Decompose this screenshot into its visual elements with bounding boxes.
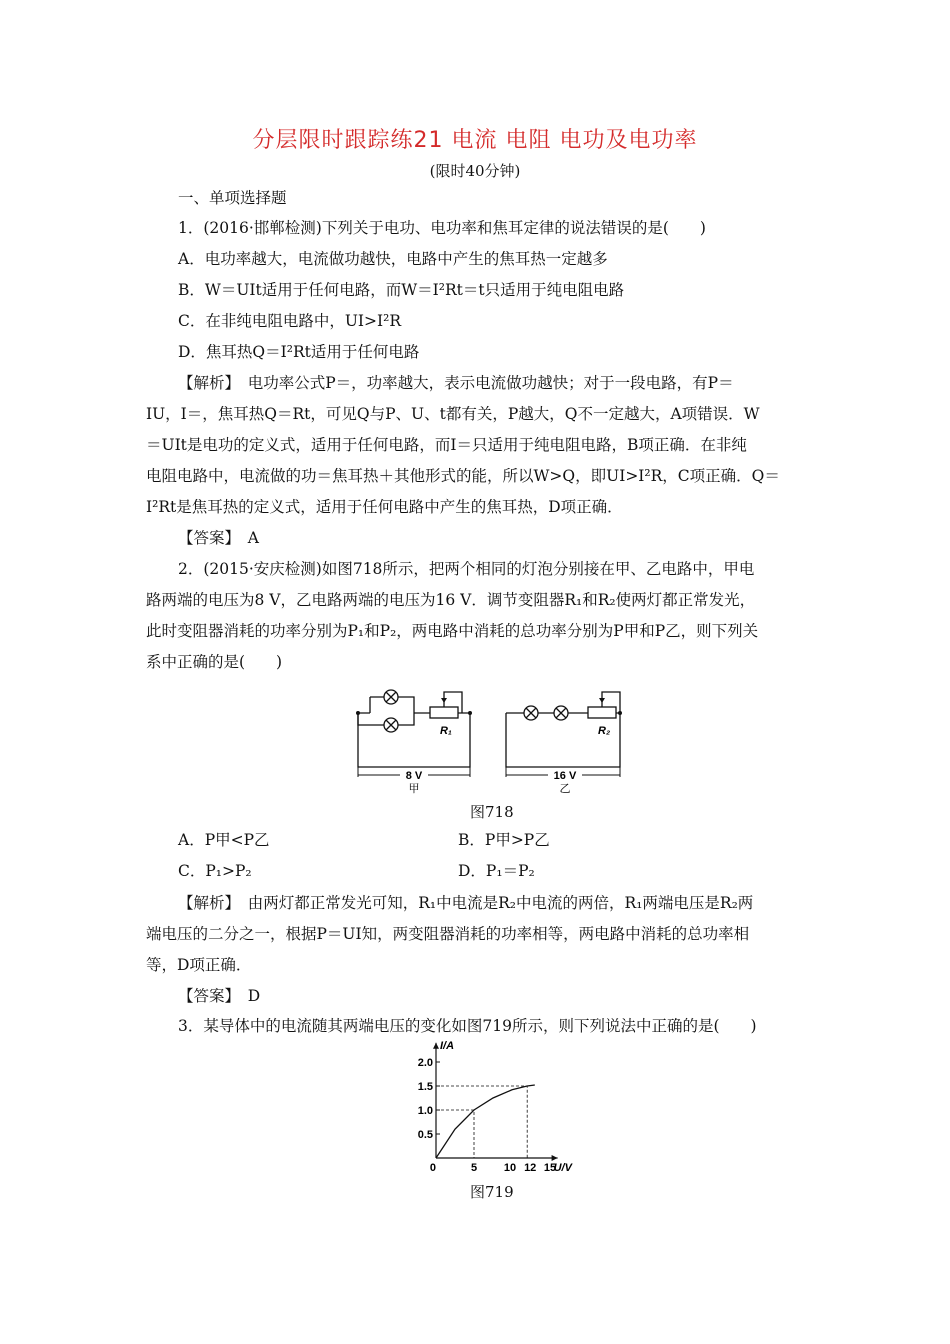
q3-stem: 3．某导体中的电流随其两端电压的变化如图719所示，则下列说法中正确的是( ) (178, 1017, 757, 1035)
section-heading: 一、单项选择题 (178, 189, 287, 207)
q2-analysis-line: 等，D项正确． (146, 956, 252, 974)
q2-analysis-line: 【解析】 由两灯都正常发光可知，R₁中电流是R₂中电流的两倍，R₁两端电压是R₂两 (178, 894, 754, 912)
q1-analysis-line: I²Rt是焦耳热的定义式，适用于任何电路中产生的焦耳热，D项正确． (146, 498, 623, 516)
slider-arrow-icon (599, 698, 605, 703)
q2-stem-line: 2．(2015·安庆检测)如图718所示，把两个相同的灯泡分别接在甲、乙电路中，甲电 (178, 560, 755, 578)
q1-stem: 1．(2016·邯郸检测)下列关于电功、电功率和焦耳定律的说法错误的是( ) (178, 219, 706, 237)
q2-option-a: A．P甲<P乙 (178, 831, 270, 849)
dashed-guide (436, 1086, 527, 1158)
dashed-guide (436, 1110, 474, 1158)
x-tick-label: 0 (429, 1162, 436, 1174)
y-axis-arrow-icon (433, 1043, 439, 1049)
circuit-figure (340, 680, 640, 795)
circuit-name-yi: 乙 (559, 783, 571, 795)
iu-chart (405, 1030, 585, 1175)
q2-stem-line: 系中正确的是( ) (146, 653, 283, 671)
lamp-icon (384, 718, 398, 732)
q1-option-b: B．W＝UIt适用于任何电路，而W＝I²Rt＝t只适用于纯电阻电路 (178, 281, 625, 299)
series-line (436, 1085, 535, 1158)
q1-analysis-line: IU，I＝，焦耳热Q＝Rt，可见Q与P、U、t都有关，P越大，Q不一定越大，A项错误．W (146, 405, 760, 423)
q2-stem-line: 此时变阻器消耗的功率分别为P₁和P₂，两电路中消耗的总功率分别为P甲和P乙，则下列关 (146, 622, 759, 640)
x-tick-label: 12 (524, 1162, 537, 1174)
time-limit: (限时40分钟) (429, 162, 521, 180)
y-tick-label: 2.0 (417, 1057, 433, 1069)
q2-option-b: B．P甲>P乙 (458, 831, 550, 849)
q2-answer: 【答案】 D (178, 987, 261, 1005)
x-tick-label: 15 (543, 1162, 557, 1174)
v1-label: 8 V (405, 770, 423, 782)
x-tick-label: 10 (503, 1162, 517, 1174)
q1-analysis-line: ＝UIt是电功的定义式，适用于任何电路，而I＝只适用于纯电阻电路，B项正确．在非纯 (146, 436, 747, 454)
q1-option-a: A．电功率越大，电流做功越快，电路中产生的焦耳热一定越多 (178, 250, 608, 268)
q2-analysis-line: 端电压的二分之一，根据P＝UI知，两变阻器消耗的功率相等，两电路中消耗的总功率相 (146, 925, 750, 943)
y-tick-label: 0.5 (417, 1129, 433, 1141)
x-tick-label: 5 (470, 1162, 478, 1174)
lamp-icon (554, 706, 568, 720)
q1-analysis-line: 【解析】 电功率公式P＝，功率越大，表示电流做功越快；对于一段电路，有P＝ (178, 374, 734, 392)
q1-option-c: C．在非纯电阻电路中，UI>I²R (178, 312, 402, 330)
circuit-name-jia: 甲 (408, 783, 420, 795)
q2-option-d: D．P₁＝P₂ (458, 862, 535, 880)
y-tick-label: 1.5 (417, 1081, 433, 1093)
x-axis-label: U/V (553, 1162, 572, 1174)
v2-label: 16 V (553, 770, 577, 782)
q1-answer: 【答案】 A (178, 529, 259, 547)
lamp-icon (384, 690, 398, 704)
page-title: 分层限时跟踪练21 电流 电阻 电功及电功率 (252, 128, 698, 153)
q1-option-d: D．焦耳热Q＝I²Rt适用于任何电路 (178, 343, 420, 361)
lamp-icon (524, 706, 538, 720)
r2-label: R₂ (598, 725, 611, 737)
r1-label: R₁ (440, 725, 452, 737)
slider-arrow-icon (441, 698, 447, 703)
y-axis-label: I/A (440, 1039, 455, 1052)
x-axis-arrow-icon (552, 1155, 558, 1161)
figure-718-caption: 图718 (470, 803, 514, 821)
q1-analysis-line: 电阻电路中，电流做的功＝焦耳热＋其他形式的能，所以W>Q，即UI>I²R，C项正确．Q＝ (146, 467, 780, 485)
q2-stem-line: 路两端的电压为8 V，乙电路两端的电压为16 V．调节变阻器R₁和R₂使两灯都正常发光， (146, 591, 756, 609)
figure-719-caption: 图719 (470, 1183, 514, 1201)
q2-option-c: C．P₁>P₂ (178, 862, 252, 880)
y-tick-label: 1.0 (417, 1105, 433, 1117)
